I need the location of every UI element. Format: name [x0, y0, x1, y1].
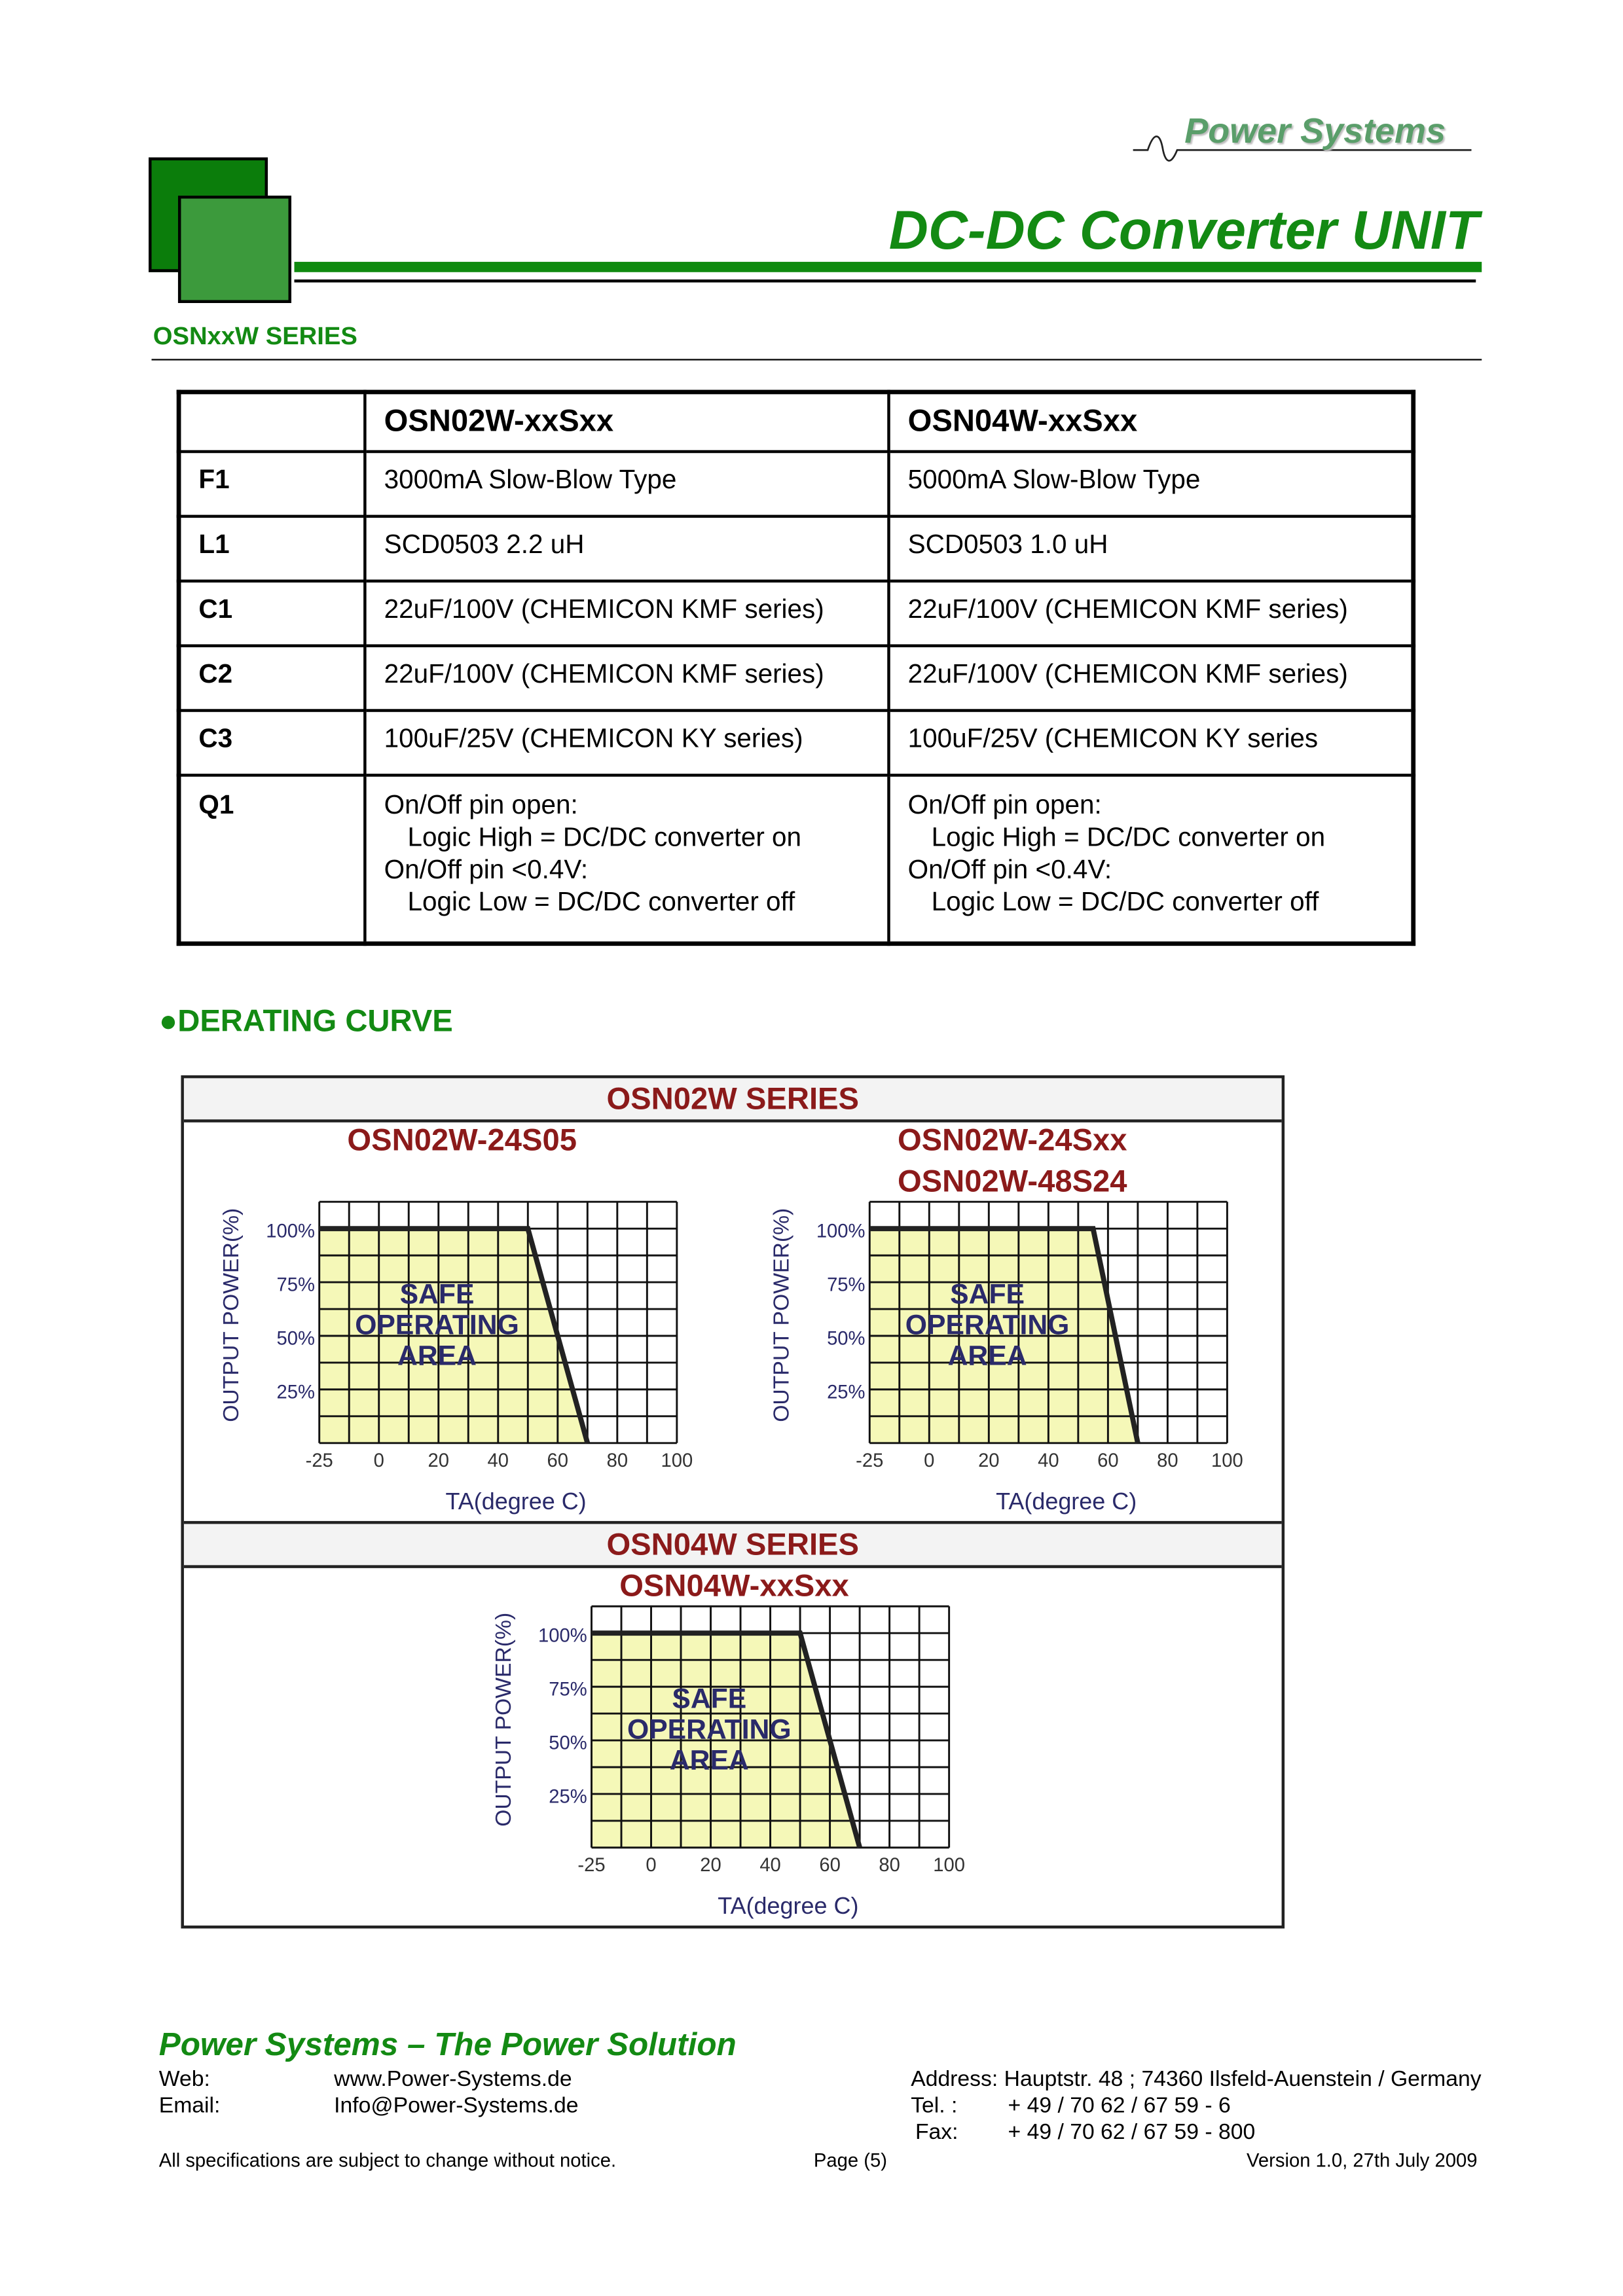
line: Logic Low = DC/DC converter off [407, 887, 795, 917]
tel-label: Tel. : [911, 2093, 958, 2119]
row-key: Q1 [179, 775, 365, 943]
chart-title: OSN02W-24Sxx [897, 1124, 1127, 1158]
cell: 22uF/100V (CHEMICON KMF series) [365, 581, 888, 646]
chart-title: OSN04W-xxSxx [619, 1570, 849, 1604]
x-tick-label: -25 [856, 1450, 884, 1471]
line: On/Off pin open: [384, 789, 578, 819]
page-number: Page (5) [813, 2149, 887, 2172]
line: Logic High = DC/DC converter on [407, 822, 802, 852]
fax: + 49 / 70 62 / 67 59 - 800 [1008, 2119, 1256, 2145]
x-tick-label: 60 [547, 1450, 569, 1471]
cell: 100uF/25V (CHEMICON KY series) [365, 711, 888, 776]
x-tick-label: 100 [1211, 1450, 1243, 1471]
y-tick-label: 25% [827, 1382, 866, 1403]
safe-area-label: SAFE [950, 1278, 1025, 1310]
safe-area-label: OPERATING [905, 1309, 1070, 1341]
x-tick-label: 80 [606, 1450, 629, 1471]
safe-area-label: SAFE [672, 1683, 747, 1715]
y-tick-label: 50% [827, 1328, 866, 1350]
x-tick-label: 80 [879, 1854, 900, 1876]
x-tick-label: 40 [1038, 1450, 1059, 1471]
email-link[interactable]: Info@Power-Systems.de [334, 2093, 579, 2119]
cell: 22uF/100V (CHEMICON KMF series) [365, 646, 888, 711]
row-key: C3 [179, 711, 365, 776]
y-axis-label: OUTPUT POWER(%) [219, 1208, 244, 1422]
cell: SCD0503 2.2 uH [365, 516, 888, 581]
fax-label: Fax: [915, 2119, 958, 2145]
cell: 3000mA Slow-Blow Type [365, 452, 888, 516]
cell: 5000mA Slow-Blow Type [888, 452, 1413, 516]
y-tick-label: 50% [276, 1328, 315, 1350]
x-tick-label: 80 [1157, 1450, 1178, 1471]
x-axis-label: TA(degree C) [996, 1487, 1137, 1515]
cell: 22uF/100V (CHEMICON KMF series) [888, 581, 1413, 646]
page-title: DC-DC Converter UNIT [888, 200, 1479, 260]
series-heading: OSNxxW SERIES [153, 322, 357, 350]
line: On/Off pin <0.4V: [907, 854, 1112, 884]
line: On/Off pin <0.4V: [384, 854, 589, 884]
x-tick-label: 40 [487, 1450, 509, 1471]
safe-area-label: AREA [669, 1744, 749, 1776]
x-axis-label: TA(degree C) [718, 1892, 859, 1919]
line: Logic High = DC/DC converter on [931, 822, 1326, 852]
table-header-cell: OSN02W-xxSxx [365, 392, 888, 452]
band-osn04w: OSN04W SERIES [184, 1521, 1282, 1568]
row-key: F1 [179, 452, 365, 516]
x-tick-label: 60 [1097, 1450, 1119, 1471]
footer-slogan: Power Systems – The Power Solution [158, 2025, 737, 2062]
y-tick-label: 75% [827, 1274, 866, 1296]
row-key: C2 [179, 646, 365, 711]
safe-area-label: SAFE [399, 1278, 475, 1310]
web-link[interactable]: www.Power-Systems.de [334, 2066, 572, 2092]
x-tick-label: 20 [428, 1450, 449, 1471]
y-axis-label: OUTPUT POWER(%) [769, 1208, 794, 1422]
cell: 22uF/100V (CHEMICON KMF series) [888, 646, 1413, 711]
chart-title: OSN02W-48S24 [897, 1165, 1127, 1199]
derating-heading: ●DERATING CURVE [158, 1005, 453, 1039]
y-tick-label: 75% [276, 1274, 315, 1296]
x-tick-label: 0 [924, 1450, 935, 1471]
address: Address: Hauptstr. 48 ; 74360 Ilsfeld-Auenstein / Germany [911, 2066, 1482, 2092]
y-tick-label: 100% [816, 1221, 866, 1242]
x-tick-label: 20 [700, 1854, 721, 1876]
safe-area-label: AREA [947, 1340, 1027, 1372]
y-tick-label: 50% [549, 1732, 587, 1754]
band-osn02w: OSN02W SERIES [184, 1078, 1282, 1122]
x-tick-label: 0 [373, 1450, 384, 1471]
x-tick-label: -25 [305, 1450, 333, 1471]
cell: SCD0503 1.0 uH [888, 516, 1413, 581]
row-key: L1 [179, 516, 365, 581]
chart-title: OSN02W-24S05 [347, 1124, 577, 1158]
safe-area-label: AREA [397, 1340, 477, 1372]
web-label: Web: [158, 2066, 210, 2092]
row-key: C1 [179, 581, 365, 646]
cell: 100uF/25V (CHEMICON KY series [888, 711, 1413, 776]
tel: + 49 / 70 62 / 67 59 - 6 [1008, 2093, 1231, 2119]
x-axis-label: TA(degree C) [445, 1487, 587, 1515]
x-tick-label: 0 [646, 1854, 657, 1876]
x-tick-label: 60 [819, 1854, 841, 1876]
y-tick-label: 25% [276, 1382, 315, 1403]
power-systems-logo: Power Systems [1133, 112, 1479, 168]
line: On/Off pin open: [907, 789, 1102, 819]
safe-area-label: OPERATING [627, 1713, 792, 1746]
table-header-cell: OSN04W-xxSxx [888, 392, 1413, 452]
x-tick-label: 100 [933, 1854, 966, 1876]
safe-area-label: OPERATING [355, 1309, 519, 1341]
version: Version 1.0, 27th July 2009 [1246, 2149, 1478, 2172]
y-axis-label: OUTPUT POWER(%) [490, 1612, 516, 1827]
y-tick-label: 75% [549, 1679, 587, 1700]
notice: All specifications are subject to change without notice. [158, 2149, 617, 2172]
x-tick-label: -25 [577, 1854, 606, 1876]
y-tick-label: 25% [549, 1786, 587, 1808]
x-tick-label: 40 [759, 1854, 781, 1876]
x-tick-label: 20 [978, 1450, 1000, 1471]
y-tick-label: 100% [266, 1221, 315, 1242]
email-label: Email: [158, 2093, 221, 2119]
x-tick-label: 100 [661, 1450, 693, 1471]
line: Logic Low = DC/DC converter off [931, 887, 1319, 917]
y-tick-label: 100% [538, 1625, 587, 1647]
